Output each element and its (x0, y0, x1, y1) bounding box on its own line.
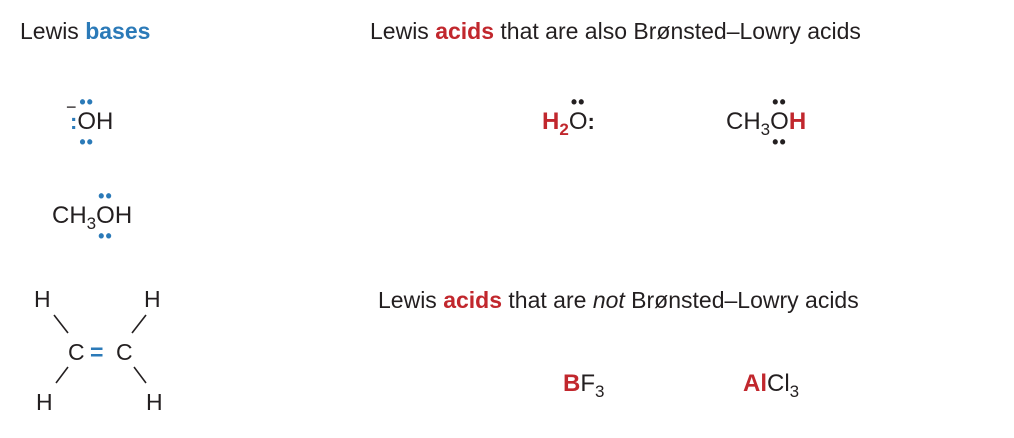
ethene-h-bottom-left: H (36, 389, 53, 415)
heading-italic-not: not (592, 287, 625, 313)
ethene-bond-tr (132, 315, 146, 333)
hydroxide-ion (66, 92, 114, 152)
ethene-bond-bl (56, 367, 68, 383)
methyl-subscript: 3 (760, 120, 771, 139)
heading-suffix: Brønsted–Lowry acids (624, 287, 859, 313)
negative-charge: − (66, 97, 77, 117)
heading-emph-bases: bases (85, 18, 151, 44)
ethene-double-bond: = (90, 339, 104, 365)
chlorine-label: Cl (767, 370, 790, 397)
ethene-h-bottom-right: H (146, 389, 163, 415)
water-subscript: 2 (559, 120, 569, 139)
oxygen-atom (568, 92, 588, 135)
hydrogen-label: H (114, 202, 133, 229)
hydroxide-colon-group (66, 97, 78, 134)
oxygen-label: O (568, 108, 588, 135)
lone-pair-top: •• (79, 92, 94, 112)
heading-lewis-acids-not-bronsted (378, 289, 859, 312)
oxygen-label: O (96, 202, 115, 229)
ethene-h-top-right: H (144, 286, 161, 312)
methanol-acid (726, 92, 807, 152)
ethene-carbon-right: C (116, 339, 133, 365)
ethene-carbon-left: C (68, 339, 85, 365)
chlorine-subscript: 3 (789, 382, 800, 401)
lone-pair-bottom: •• (79, 132, 94, 152)
heading-emph-acids: acids (443, 287, 503, 313)
heading-emph-acids: acids (435, 18, 495, 44)
methyl-label: CH (52, 202, 87, 229)
lone-pair-bottom: •• (772, 132, 787, 152)
ethene-bond-br (134, 367, 146, 383)
ethene-h-top-left: H (34, 286, 51, 312)
methanol-base (52, 186, 133, 246)
lone-pair-top: •• (772, 92, 787, 112)
ethene-bond-tl (54, 315, 68, 333)
methyl-subscript: 3 (86, 214, 97, 233)
oxygen-atom (77, 92, 96, 152)
lone-pair-bottom: •• (98, 226, 113, 246)
ethene-structure (30, 285, 180, 420)
lone-pair-top: •• (98, 186, 113, 206)
heading-middle: that are (502, 287, 593, 313)
fluorine-subscript: 3 (595, 382, 605, 401)
lone-pair-left: : (70, 109, 78, 134)
heading-lewis-acids-bronsted (370, 20, 861, 43)
lone-pair-right: : (587, 109, 595, 134)
acidic-hydrogen: H (788, 108, 807, 135)
heading-lewis-bases (20, 20, 150, 43)
heading-prefix: Lewis (20, 18, 86, 44)
methyl-label: CH (726, 108, 761, 135)
oxygen-label: O (770, 108, 789, 135)
boron-label: B (563, 370, 581, 397)
acidic-hydrogen: H (542, 108, 560, 135)
hydrogen-label: H (96, 108, 114, 135)
water-acid (542, 92, 595, 139)
boron-trifluoride (563, 370, 605, 401)
fluorine-label: F (580, 370, 596, 397)
heading-prefix: Lewis (370, 18, 436, 44)
oxygen-label: O (77, 108, 96, 135)
heading-suffix: that are also Brønsted–Lowry acids (494, 18, 861, 44)
oxygen-atom (96, 186, 115, 246)
oxygen-atom (770, 92, 789, 152)
heading-prefix: Lewis (378, 287, 444, 313)
lone-pair-top: •• (570, 92, 586, 112)
aluminum-trichloride (743, 370, 800, 401)
aluminum-label: Al (743, 370, 767, 397)
